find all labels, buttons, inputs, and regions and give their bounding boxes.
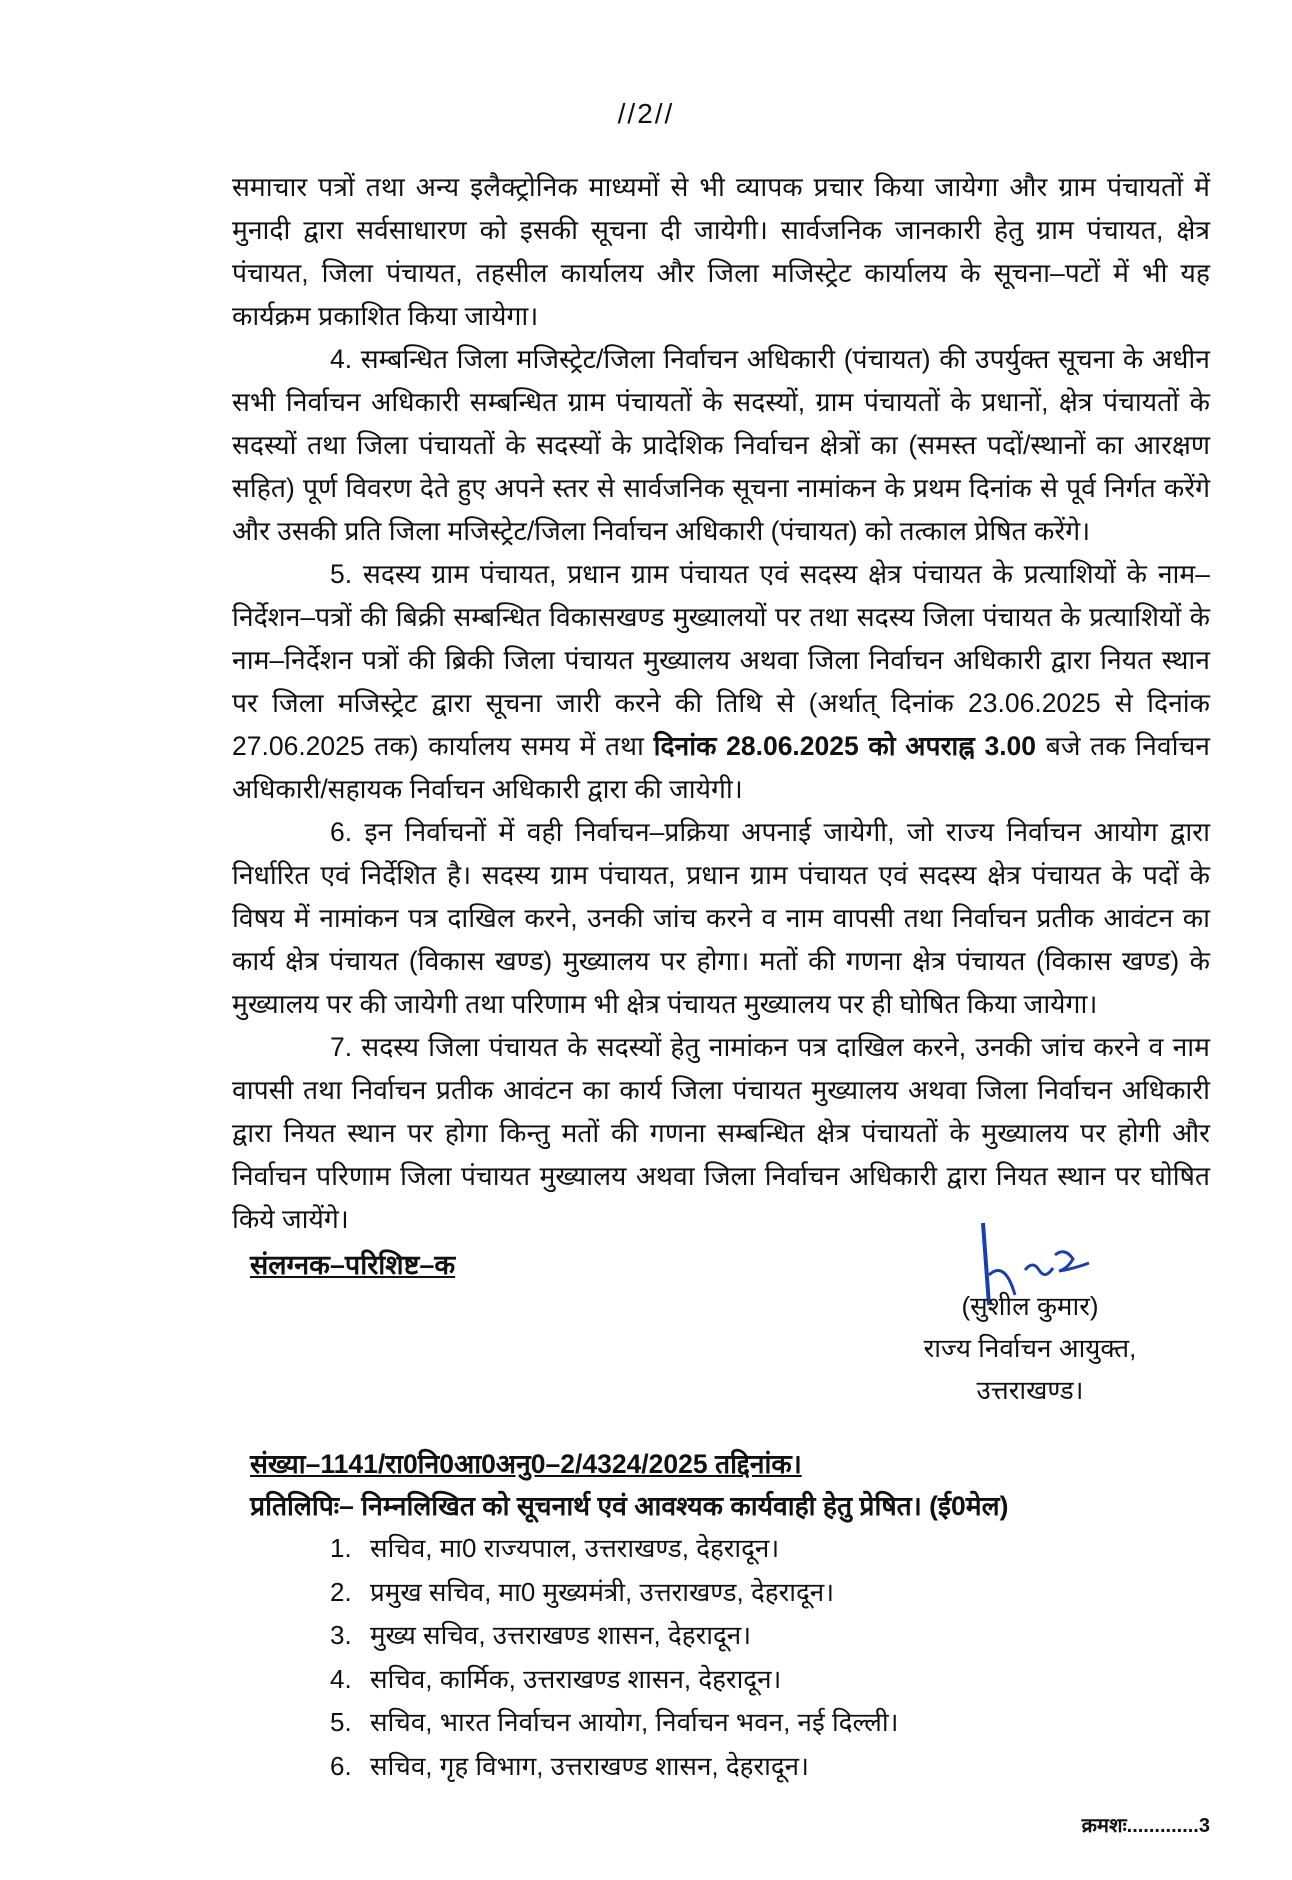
- signature-block: [880, 1285, 1180, 1411]
- item-number: 2.: [330, 1576, 352, 1607]
- item-number: 6.: [330, 1750, 352, 1781]
- paragraph-6: 6. इन निर्वाचनों में वही निर्वाचन–प्रक्रिया अपनाई जायेगी, जो राज्य निर्वाचन आयोग द्वारा निर्धारित एवं निर्देशित है। सदस्य ग्राम पंचायत, प्रधान ग्राम पंचायत एवं सदस्य क्षेत्र पंचायत के पदों के विषय में नामांकन पत्र दाखिल करने, उनकी जांच करने व नाम वापसी तथा निर्वाचन प्रतीक आवंटन का कार्य क्षेत्र पंचायत (विकास खण्ड) मुख्यालय पर होगा। मतों की गणना क्षेत्र पंचायत (विकास खण्ड) के मुख्यालय पर की जायेगी तथा परिणाम भी क्षेत्र पंचायत मुख्यालय पर ही घोषित किया जायेगा।: [232, 817, 1210, 1019]
- signature-area: [232, 1285, 1210, 1425]
- paragraph-5: [232, 553, 1210, 811]
- item-text: सचिव, भारत निर्वाचन आयोग, निर्वाचन भवन, नई दिल्ली।: [370, 1707, 899, 1737]
- list-item: [330, 1701, 1210, 1745]
- signatory-state: उत्तराखण्ड।: [976, 1375, 1084, 1405]
- page-number: //2//: [617, 98, 675, 129]
- paragraph-5-deadline: दिनांक 28.06.2025 को अपराह्न 3.00: [653, 731, 1037, 761]
- item-text: सचिव, मा0 राज्यपाल, उत्तराखण्ड, देहरादून।: [370, 1533, 780, 1563]
- signatory-name: (सुशील कुमार): [961, 1291, 1099, 1321]
- signatory-designation: राज्य निर्वाचन आयुक्त,: [923, 1333, 1137, 1363]
- paragraph-7: 7. सदस्य जिला पंचायत के सदस्यों हेतु नामांकन पत्र दाखिल करने, उनकी जांच करने व नाम वापसी तथा निर्वाचन प्रतीक आवंटन का कार्य जिला पंचायत मुख्यालय अथवा जिला निर्वाचन अधिकारी द्वारा नियत स्थान पर होगा किन्तु मतों की गणना सम्बन्धित क्षेत्र पंचायतों के मुख्यालय पर होगी और निर्वाचन परिणाम जिला पंचायत मुख्यालय अथवा जिला निर्वाचन अधिकारी द्वारा नियत स्थान पर घोषित किये जायेंगे।: [232, 1032, 1210, 1234]
- item-number: 4.: [330, 1663, 352, 1694]
- list-item: [330, 1658, 1210, 1702]
- item-text: प्रमुख सचिव, मा0 मुख्यमंत्री, उत्तराखण्ड, देहरादून।: [370, 1576, 835, 1607]
- document-body: [232, 166, 1210, 1241]
- paragraph-5-text: 5. सदस्य ग्राम पंचायत, प्रधान ग्राम पंचायत एवं सदस्य क्षेत्र पंचायत के प्रत्याशियों के नाम–निर्देशन–पत्रों की बिक्री सम्बन्धित विकासखण्ड मुख्यालयों पर तथा सदस्य जिला पंचायत के प्रत्याशियों के नाम–निर्देशन पत्रों की ब्रिकी जिला पंचायत मुख्यालय अथवा जिला निर्वाचन अधिकारी द्वारा नियत स्थान पर जिला मजिस्ट्रेट द्वारा सूचना जारी करने की तिथि से (अर्थात् दिनांक 23.06.2025 से दिनांक 27.06.2025 तक) कार्यालय समय में तथा: [232, 559, 1210, 761]
- item-number: 5.: [330, 1707, 352, 1737]
- item-text: सचिव, कार्मिक, उत्तराखण्ड शासन, देहरादून।: [370, 1663, 782, 1694]
- list-item: [330, 1614, 1210, 1658]
- paragraph-continuation: समाचार पत्रों तथा अन्य इलैक्ट्रोनिक माध्यमों से भी व्यापक प्रचार किया जायेगा और ग्राम पंचायतों में मुनादी द्वारा सर्वसाधारण को इसकी सूचना दी जायेगी। सार्वजनिक जानकारी हेतु ग्राम पंचायत, क्षेत्र पंचायत, जिला पंचायत, तहसील कार्यालय और जिला मजिस्ट्रेट कार्यालय के सूचना–पटों में भी यह कार्यक्रम प्रकाशित किया जायेगा।: [232, 172, 1210, 331]
- enclosure-label: संलग्नक–परिशिष्ट–क: [250, 1250, 456, 1280]
- recipient-list: [330, 1527, 1210, 1788]
- copy-to-heading: प्रतिलिपिः– निम्नलिखित को सूचनार्थ एवं आवश्यक कार्यवाही हेतु प्रेषित। (ई0मेल): [250, 1491, 1009, 1521]
- list-item: [330, 1527, 1210, 1571]
- item-text: सचिव, गृह विभाग, उत्तराखण्ड शासन, देहरादून।: [370, 1750, 809, 1781]
- item-number: 1.: [330, 1533, 352, 1563]
- list-item: [330, 1571, 1210, 1615]
- paragraph-4: 4. सम्बन्धित जिला मजिस्ट्रेट/जिला निर्वाचन अधिकारी (पंचायत) की उपर्युक्त सूचना के अधीन सभी निर्वाचन अधिकारी सम्बन्धित ग्राम पंचायतों के सदस्यों, ग्राम पंचायतों के प्रधानों, क्षेत्र पंचायतों के सदस्यों तथा जिला पंचायतों के सदस्यों के प्रादेशिक निर्वाचन क्षेत्रों का (समस्त पदों/स्थानों का आरक्षण सहित) पूर्ण विवरण देते हुए अपने स्तर से सार्वजनिक सूचना नामांकन के प्रथम दिनांक से पूर्व निर्गत करेंगे और उसकी प्रति जिला मजिस्ट्रेट/जिला निर्वाचन अधिकारी (पंचायत) को तत्काल प्रेषित करेंगे।: [232, 344, 1210, 546]
- item-number: 3.: [330, 1620, 352, 1650]
- continued-marker: क्रमशः.............3: [1081, 1815, 1210, 1837]
- list-item: [330, 1745, 1210, 1789]
- paragraph-5-text-end: बजे तक निर्वाचन अधिकारी/सहायक निर्वाचन अधिकारी द्वारा की जायेगी।: [232, 731, 1210, 804]
- item-text: मुख्य सचिव, उत्तराखण्ड शासन, देहरादून।: [370, 1620, 752, 1650]
- reference-number: संख्या–1141/रा0नि0आ0अनु0–2/4324/2025 तद्दिनांक।: [250, 1449, 802, 1479]
